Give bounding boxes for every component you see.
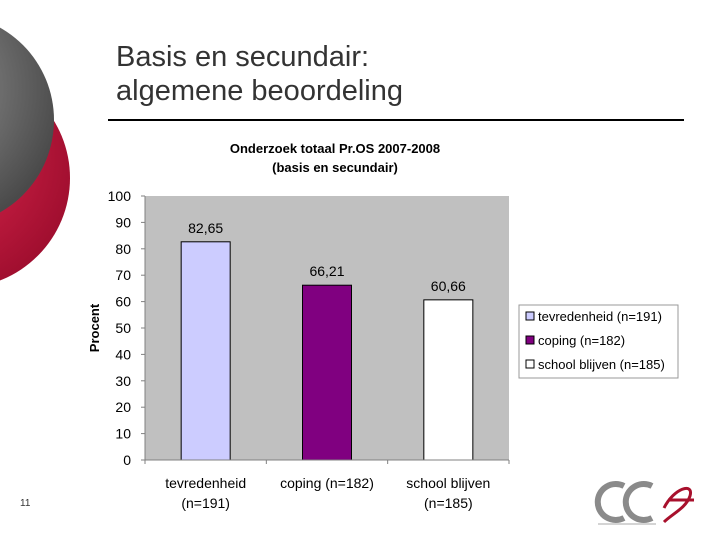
legend-label: coping (n=182) — [538, 333, 626, 348]
bar — [424, 300, 473, 460]
x-tick-label-line2: (n=185) — [424, 495, 473, 511]
y-tick-label: 10 — [115, 425, 131, 442]
slide-title-line2: algemene beoordeling — [116, 75, 403, 107]
chart-title-line2: (basis en secundair) — [272, 160, 398, 175]
y-tick-label: 100 — [107, 188, 131, 204]
y-axis — [108, 188, 145, 468]
ccg-logo-icon — [594, 478, 704, 528]
y-tick-label: 50 — [115, 320, 131, 336]
x-axis — [145, 460, 509, 511]
y-axis-label: Procent — [87, 303, 102, 353]
y-tick-label: 30 — [115, 372, 131, 389]
bar-value-label: 60,66 — [430, 277, 466, 294]
page-number: 11 — [20, 498, 31, 509]
y-tick-label: 70 — [115, 267, 131, 284]
legend-label: school blijven (n=185) — [538, 357, 665, 372]
y-tick-label: 80 — [115, 240, 131, 257]
y-tick-label: 20 — [115, 399, 131, 416]
legend-swatch — [526, 312, 534, 320]
y-tick-label: 0 — [123, 452, 131, 468]
x-tick-label: school blijven — [406, 475, 491, 491]
x-tick-label: coping (n=182) — [280, 475, 374, 491]
legend-swatch — [526, 360, 534, 368]
legend-swatch — [526, 336, 534, 344]
x-tick-label: tevredenheid — [165, 475, 247, 491]
y-tick-label: 40 — [115, 346, 131, 363]
bar-value-label: 82,65 — [188, 219, 224, 236]
bar — [303, 285, 352, 460]
legend — [519, 305, 678, 378]
x-tick-label-line2: (n=191) — [181, 495, 230, 511]
legend-label: tevredenheid (n=191) — [538, 309, 662, 324]
y-tick-label: 60 — [115, 293, 131, 310]
slide-title-line1: Basis en secundair: — [116, 41, 370, 73]
chart-title-line1: Onderzoek totaal Pr.OS 2007-2008 — [229, 141, 441, 156]
bar — [181, 242, 230, 460]
bar-value-label: 66,21 — [309, 263, 345, 280]
y-tick-label: 90 — [115, 214, 131, 231]
